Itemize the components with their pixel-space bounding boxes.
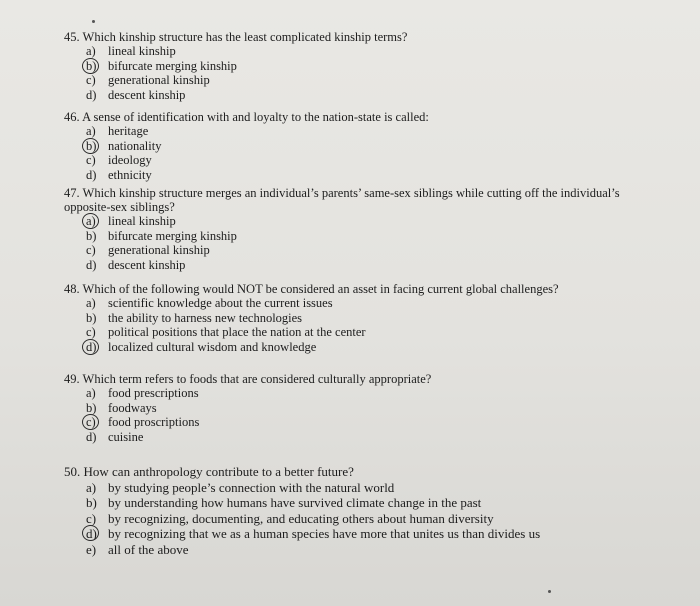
answer-option[interactable] [86, 73, 407, 88]
answer-option[interactable] [86, 44, 407, 59]
question-number: 45. [64, 30, 80, 44]
option-text: ethnicity [108, 167, 152, 182]
option-text: ideology [108, 153, 152, 167]
option-letter: d) [86, 167, 97, 182]
option-text: by recognizing, documenting, and educating others about human diversity [108, 510, 494, 526]
option-letter: d) [86, 429, 97, 444]
option-letter: d) [86, 257, 97, 272]
answer-option[interactable] [86, 430, 431, 445]
option-text: localized cultural wisdom and knowledge [108, 339, 317, 354]
ink-dot [548, 590, 551, 593]
option-letter: c) [86, 153, 96, 167]
answer-option[interactable] [86, 386, 431, 401]
option-text: cuisine [108, 429, 144, 444]
option-letter: a) [86, 296, 96, 310]
option-text: descent kinship [108, 87, 186, 102]
question-46 [64, 110, 429, 182]
option-text: political positions that place the nation at the center [108, 325, 366, 339]
circled-option-letter: b) [86, 59, 108, 74]
question-prompt: How can anthropology contribute to a better future? [83, 464, 354, 479]
question-prompt: Which kinship structure has the least complicated kinship terms? [82, 30, 408, 44]
circled-option-letter: a) [86, 214, 108, 229]
question-number: 49. [64, 372, 80, 386]
answer-option[interactable] [86, 401, 431, 416]
answer-option[interactable] [86, 229, 624, 244]
answer-option[interactable] [86, 296, 559, 311]
option-text: heritage [108, 124, 149, 138]
answer-option-selected[interactable] [86, 214, 624, 229]
question-prompt: Which of the following would NOT be considered an asset in facing current global challenges? [82, 282, 559, 296]
answer-option[interactable] [86, 88, 407, 103]
option-letter: c) [86, 510, 97, 526]
question-prompt: A sense of identification with and loyalty to the nation-state is called: [82, 110, 429, 124]
circled-option-letter: d) [86, 526, 108, 542]
question-45 [64, 30, 407, 102]
option-text: by understanding how humans have survived climate change in the past [108, 495, 482, 510]
option-letter: c) [86, 73, 96, 87]
circled-option-letter: b) [86, 139, 108, 154]
question-number: 46. [64, 110, 80, 124]
question-text [64, 372, 431, 386]
option-letter: a) [86, 386, 96, 400]
option-letter: b) [86, 228, 97, 243]
question-number: 50. [64, 464, 81, 479]
option-letter: d) [86, 87, 97, 102]
option-text: lineal kinship [108, 214, 176, 228]
option-text: by studying people’s connection with the natural world [108, 479, 395, 495]
option-letter: b) [86, 495, 97, 510]
question-prompt: Which kinship structure merges an individual’s parents’ same-sex siblings while cutting off the individual’s opposite-sex siblings? [64, 186, 620, 214]
question-number: 48. [64, 282, 80, 296]
option-text: bifurcate merging kinship [108, 228, 237, 243]
option-text: foodways [108, 400, 157, 415]
option-text: scientific knowledge about the current issues [108, 296, 333, 310]
option-text: nationality [108, 138, 162, 153]
question-49 [64, 372, 431, 444]
answer-option[interactable] [86, 258, 624, 273]
answer-option[interactable] [86, 542, 540, 558]
question-48 [64, 282, 559, 354]
answer-option-selected[interactable] [86, 139, 429, 154]
option-letter: a) [86, 124, 96, 138]
option-text: bifurcate merging kinship [108, 58, 237, 73]
answer-option[interactable] [86, 480, 540, 496]
option-letter: a) [86, 479, 97, 495]
answer-option-selected[interactable] [86, 526, 540, 542]
option-text: food proscriptions [108, 415, 200, 429]
answer-option-selected[interactable] [86, 340, 559, 355]
question-prompt: Which term refers to foods that are considered culturally appropriate? [82, 372, 432, 386]
option-letter: a) [86, 44, 96, 58]
ink-dot [92, 20, 95, 23]
option-letter: b) [86, 310, 97, 325]
question-text [64, 464, 540, 480]
option-letter: c) [86, 243, 96, 257]
option-text: lineal kinship [108, 44, 176, 58]
answer-option[interactable] [86, 168, 429, 183]
option-text: generational kinship [108, 243, 210, 257]
answer-option-selected[interactable] [86, 59, 407, 74]
option-text: by recognizing that we as a human species have more that unites us than divides us [108, 526, 541, 541]
option-text: generational kinship [108, 73, 210, 87]
answer-option[interactable] [86, 495, 540, 511]
question-50 [64, 464, 540, 557]
answer-option[interactable] [86, 124, 429, 139]
question-text [64, 282, 559, 296]
answer-option[interactable] [86, 311, 559, 326]
question-text [64, 110, 429, 124]
option-text: food prescriptions [108, 386, 199, 400]
answer-option[interactable] [86, 243, 624, 258]
question-number: 47. [64, 186, 80, 200]
answer-option[interactable] [86, 511, 540, 527]
answer-option-selected[interactable] [86, 415, 431, 430]
option-text: all of the above [108, 541, 189, 557]
question-47 [64, 186, 624, 272]
option-letter: b) [86, 400, 97, 415]
question-text [64, 30, 407, 44]
answer-option[interactable] [86, 153, 429, 168]
circled-option-letter: d) [86, 340, 108, 355]
option-text: the ability to harness new technologies [108, 310, 303, 325]
question-text [64, 186, 624, 214]
option-letter: c) [86, 325, 96, 339]
circled-option-letter: c) [86, 415, 108, 430]
answer-option[interactable] [86, 325, 559, 340]
option-letter: e) [86, 541, 97, 557]
option-text: descent kinship [108, 257, 186, 272]
